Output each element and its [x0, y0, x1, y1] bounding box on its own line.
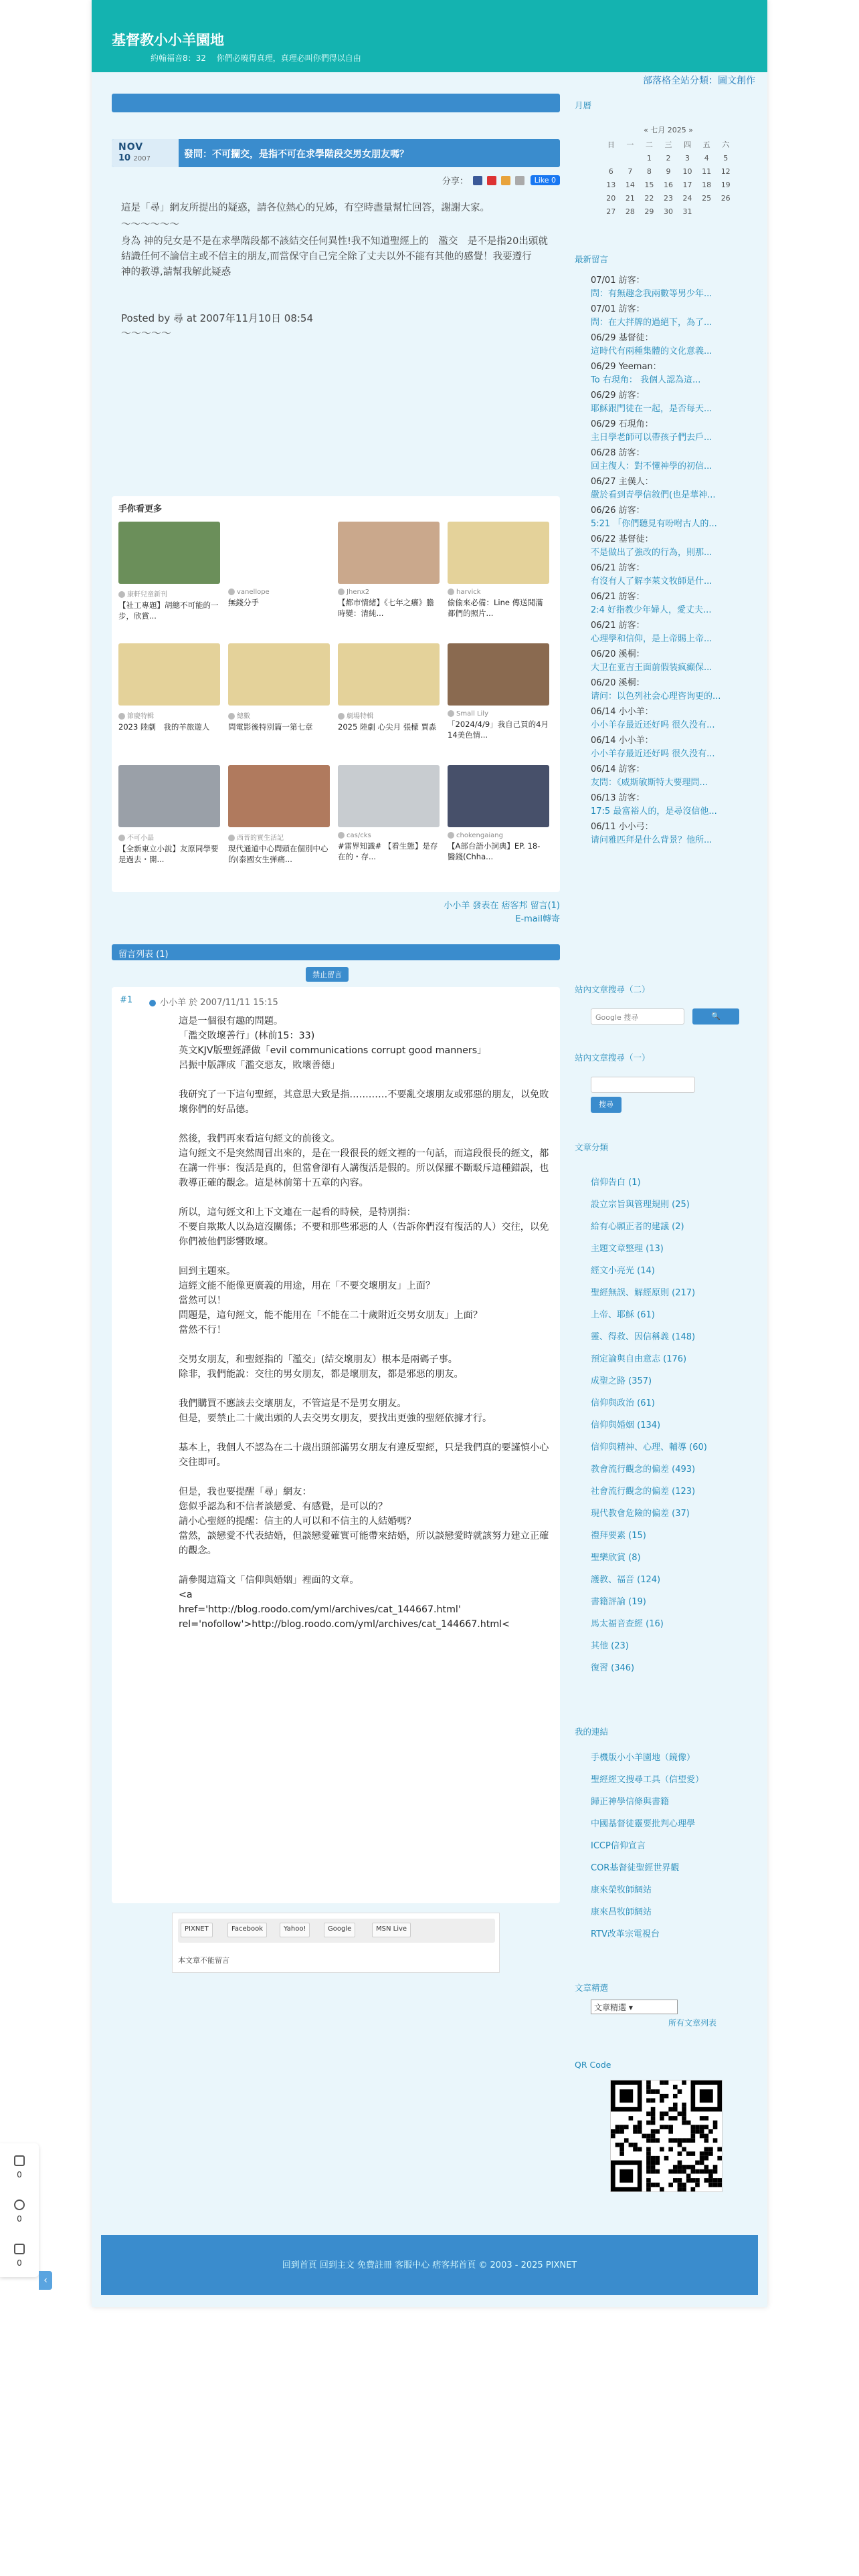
recent-comments-title: 最新留言 — [575, 254, 609, 264]
links-list — [591, 1747, 758, 1945]
card-thumbnail[interactable] — [118, 643, 220, 706]
search1-title: 站內文章搜尋（一） — [575, 1053, 650, 1063]
calendar-day[interactable]: 12 — [721, 167, 731, 176]
share-label: 分享： — [442, 177, 468, 187]
category-item[interactable]: 信仰與婚姻 (134) — [591, 1420, 661, 1430]
avatar-icon — [338, 832, 345, 839]
comment-snippet-link[interactable]: 请问：以色列社会心理咨询更的... — [591, 691, 721, 702]
comment-body: 這是一個很有趣的問題。 「濫交敗壞善行」(林前15：33) 英文KJV版聖經譯做「evil communications corrupt good manners」 呂振中版譯成「濫交惡友，敗壞善德」 我研究了一下這句聖經，其意思大致是指…………不要亂交壞朋友或邪惡的朋友，以免敗壞你們的好品德。 然後，我們再來看這句經文的前後文。 這句經文不是突然間冒出來的，是在一段很長的經文裡的一句話，而這段很長的經文，都在講一件事：復活是真的，但當會卻有人講復活是假的。所以保羅不斷駁斥這種錯誤，也教導正確的觀念。這是林前第十五章的內容。 所以，這句經文和上下文連在一起看的時候，是特別指： 不要自欺欺人以為這沒關係；不要和那些邪惡的人（告訴你們沒有復活的人）交往，以免你們被他們影響敗壞。 回到主題來。 這經文能不能像更廣義的用途，用在「不要交壞朋友」上面？ 當然可以！ 問題是，這句經文，能不能用在「不能在二十歲附近交男女朋友」上面？ 當然不行！ 交男女朋友，和聖經指的「濫交」(結交壞朋友）根本是兩碼子事。 除非，我們能說：交往的男女朋友，都是壞朋友，都是邪惡的朋友。 我們購買不應該去交壞朋友，不管這是不是男女朋友。 但是，要禁止二十歲出頭的人去交男女朋友，要找出更強的聖經依據才行。 基本上，我個人不認為在二十歲出頭部滿男女朋友有違反聖經，只是我們真的要謹慎小心交往即可。 但是，我也要提醒「尋」網友： 您似乎認為和不信者談戀愛、有感覺，是可以的？ 請小心聖經的提醒：信主的人可以和不信主的人結婚嗎？ 當然，談戀愛不代表結婚，但談戀愛確實可能帶來結婚，所以談戀愛時就該努力建立正確的觀念。 請參閱這篇文「信仰與婚姻」裡面的文章。 <a href='http://blog.roodo.com/yml/archives/cat_144667.html' rel='nofollow'>http://blog.roodo.com/yml/archives/cat_144667.html< — [179, 1016, 549, 1630]
weekday-label: 二 — [645, 140, 653, 149]
tilde-line: ～～～～～ — [121, 327, 172, 339]
google-search-button[interactable]: 🔍 — [692, 1008, 739, 1025]
calendar-day[interactable]: 30 — [663, 207, 673, 216]
comment-author: 06/29 Yeeman： — [591, 362, 662, 372]
recommend-card[interactable] — [338, 522, 440, 634]
comment-snippet-link[interactable]: 5:21 「你們聽見有吩咐古人的... — [591, 519, 717, 529]
bookmark-yahoo[interactable]: Yahoo! — [280, 1923, 310, 1937]
comment-snippet-link[interactable]: 問：有無趣念我兩數等男少年... — [591, 289, 712, 299]
card-title[interactable]: 偷偷來必備：Line 傳送聞滿都們的照片... — [448, 598, 543, 618]
post-meta — [444, 899, 560, 926]
google-search-input[interactable]: Google 搜尋 — [591, 1008, 684, 1025]
page-wrapper — [92, 0, 767, 2307]
calendar-day[interactable]: 19 — [721, 180, 731, 189]
category-item[interactable]: 給有心願正者的建議 (2) — [591, 1222, 684, 1232]
card-title[interactable]: 無錢分手 — [228, 598, 259, 607]
recent-comments-list — [591, 274, 758, 849]
calendar-day[interactable]: 22 — [644, 193, 654, 203]
no-comment-note: 本文章不能留言 — [178, 1956, 229, 1965]
recommend-title: 手你看更多 — [118, 504, 163, 514]
calendar-day[interactable]: 3 — [685, 153, 690, 163]
comment-snippet-link[interactable]: 2:4 好指教少年婦人，愛丈夫... — [591, 605, 712, 615]
links-title: 我的連結 — [575, 1727, 609, 1737]
bookmark-icon[interactable] — [14, 2155, 25, 2166]
card-thumbnail[interactable] — [448, 765, 549, 827]
avatar-icon — [118, 835, 125, 841]
collapse-toggle-icon[interactable]: ‹ — [39, 2271, 52, 2290]
comment-author: 06/27 主僕人： — [591, 477, 654, 487]
card-title[interactable]: 2023 陸劇 我的羊旅遊人 — [118, 722, 210, 732]
card-source: 節慶特輯 — [118, 710, 220, 720]
avatar-icon — [338, 713, 345, 720]
posted-by: Posted by 尋 at 2007年11月10日 08:54 — [121, 312, 314, 324]
calendar-day[interactable]: 11 — [702, 167, 712, 176]
card-source: 總數 — [228, 710, 330, 720]
card-title[interactable]: 2025 陸劇 心尖月 張檬 賈淼 — [338, 722, 437, 732]
calendar-day[interactable]: 13 — [606, 180, 616, 189]
comment-author: 06/20 溪桐： — [591, 649, 645, 659]
calendar-day[interactable]: 2 — [666, 153, 671, 163]
recommend-card[interactable] — [118, 765, 220, 877]
category-item[interactable]: 經文小亮光 (14) — [591, 1266, 655, 1276]
comment-author: 06/14 訪客： — [591, 764, 645, 774]
bookmark-msn[interactable]: MSN Live — [372, 1923, 411, 1937]
calendar-day[interactable] — [621, 151, 640, 165]
comment-snippet-link[interactable]: 小小羊存最近还好吗 很久没有... — [591, 720, 715, 730]
comments-header — [112, 944, 560, 960]
card-thumbnail[interactable] — [338, 643, 440, 706]
calendar-day[interactable]: 25 — [702, 193, 712, 203]
calendar — [601, 124, 735, 218]
calendar-day[interactable]: 16 — [663, 180, 673, 189]
comment-snippet-link[interactable]: 不是做出了強改的行為，則那... — [591, 548, 712, 558]
top-bar — [112, 94, 560, 112]
card-source: cas/cks — [338, 832, 440, 839]
comment-author: 06/14 小小羊： — [591, 736, 654, 746]
comment-author: 07/01 訪客： — [591, 304, 645, 314]
category-item[interactable]: 主題文章整理 (13) — [591, 1244, 664, 1254]
link-item[interactable]: 康來昌牧師網站 — [591, 1907, 652, 1917]
comment-author: 06/29 基督徒： — [591, 333, 654, 343]
post-day: 10 — [118, 153, 131, 163]
category-item[interactable]: 聖樂欣賞 (8) — [591, 1553, 641, 1563]
link-item[interactable]: 手機版小小羊園地（鏡像） — [591, 1753, 696, 1763]
card-source: harvick — [448, 588, 549, 596]
recommend-card[interactable] — [118, 643, 220, 756]
fb-like-button[interactable]: Like 0 — [531, 175, 560, 185]
reaction-icon[interactable] — [14, 2199, 25, 2210]
main-column — [112, 94, 560, 1965]
comment-author: 06/21 訪客： — [591, 592, 645, 602]
weekday-label: 日 — [607, 140, 615, 149]
comment-item — [112, 987, 560, 1903]
weekday-label: 四 — [684, 140, 692, 149]
calendar-day[interactable]: 4 — [704, 153, 709, 163]
site-title[interactable]: 基督教小小羊園地 — [112, 32, 224, 48]
calendar-day[interactable]: 1 — [646, 153, 652, 163]
post-footer — [112, 311, 560, 340]
comment-snippet-link[interactable]: 嚴於看到青學信敘們(也是華神... — [591, 490, 716, 500]
avatar-icon — [118, 713, 125, 720]
category-item[interactable]: 設立宗旨與管理規則 (25) — [591, 1200, 690, 1210]
avatar-icon — [448, 710, 454, 717]
recommend-card[interactable] — [228, 643, 330, 756]
card-thumbnail[interactable] — [338, 522, 440, 584]
card-title[interactable]: #雷界知識# 【看生態】是存在的・存... — [338, 841, 438, 861]
comment-snippet-link[interactable]: 主日學老師可以帶孩子們去戶... — [591, 433, 712, 443]
calendar-day[interactable]: 24 — [682, 193, 692, 203]
category-item[interactable]: 書籍評論 (19) — [591, 1597, 646, 1607]
avatar-icon — [228, 713, 235, 720]
bookmark-google[interactable]: Google — [324, 1923, 355, 1937]
calendar-day[interactable]: 21 — [625, 193, 635, 203]
bookmark-box — [172, 1913, 500, 1973]
calendar-day[interactable]: 9 — [666, 167, 671, 176]
weekday-label: 六 — [722, 140, 730, 149]
calendar-day[interactable]: 6 — [608, 167, 613, 176]
ban-comment-button[interactable]: 禁止留言 — [306, 967, 349, 982]
card-title[interactable]: 現代通道中心問頭在個別中心的(泰國女生弹痛... — [228, 844, 328, 864]
card-thumbnail[interactable] — [118, 522, 220, 584]
weekday-label: 三 — [664, 140, 672, 149]
comment-author: 06/29 訪客： — [591, 391, 645, 401]
comment-number[interactable]: #1 — [120, 995, 133, 1005]
calendar-day[interactable]: 5 — [723, 153, 729, 163]
card-source: 劇場特輯 — [338, 710, 440, 720]
share-count: 0 — [17, 2258, 22, 2268]
comment-snippet-link[interactable]: 大卫在亚吉王面前假装疯癫保... — [591, 663, 712, 673]
link-item[interactable]: 歸正神學信條與書籍 — [591, 1797, 670, 1807]
post-month: NOV — [118, 142, 144, 152]
comment-author: 07/01 訪客： — [591, 276, 645, 286]
site-subtitle: 約翰福音8：32 你們必曉得真理，真理必叫你們得以自由 — [151, 53, 361, 63]
comment-author: 06/26 訪客： — [591, 506, 645, 516]
all-posts-link[interactable]: 所有文章列表 — [668, 2018, 717, 2028]
recommend-card[interactable] — [228, 522, 330, 634]
calendar-day[interactable]: 31 — [682, 207, 692, 216]
comment-author: 06/29 石現角： — [591, 419, 654, 429]
avatar-icon — [338, 588, 345, 595]
author-line[interactable]: 小小羊 發表在 痞客邦 留言(1) — [444, 901, 560, 911]
category-title: 文章分類 — [575, 1142, 609, 1152]
comment-author: 06/21 訪客： — [591, 563, 645, 573]
recommend-panel — [112, 496, 560, 892]
qr-title: QR Code — [575, 2060, 611, 2070]
calendar-day[interactable] — [716, 205, 735, 218]
card-source: Jhenx2 — [338, 588, 440, 596]
avatar-icon — [228, 835, 235, 841]
comment-author: 06/13 訪客： — [591, 793, 645, 803]
calendar-day[interactable]: 26 — [721, 193, 731, 203]
calendar-day[interactable]: 17 — [682, 180, 692, 189]
calendar-day[interactable]: 18 — [702, 180, 712, 189]
card-thumbnail[interactable] — [118, 765, 220, 827]
comment-snippet-link[interactable]: 這時代有兩種集體的文化意義... — [591, 346, 712, 356]
card-title[interactable]: 【全新東立小說】友原同學要是過去・開... — [118, 844, 219, 864]
more-icon[interactable] — [515, 176, 524, 185]
calendar-day[interactable]: 20 — [606, 193, 616, 203]
qr-code-image — [610, 2080, 723, 2192]
category-item[interactable]: 信仰告白 (1) — [591, 1178, 641, 1188]
card-source: 西晉的實生活記 — [228, 832, 330, 842]
calendar-day[interactable]: 27 — [606, 207, 616, 216]
category-item[interactable]: 復習 (346) — [591, 1663, 635, 1673]
post-title[interactable]: 發問：不可攔交，是指不可在求學階段交男女朋友嗎？ — [184, 149, 409, 160]
site-search-input[interactable] — [591, 1077, 695, 1093]
recommend-card[interactable] — [448, 765, 549, 877]
calendar-day[interactable] — [601, 151, 621, 165]
qr-code-svg — [611, 2080, 722, 2191]
card-title[interactable]: 【A部台語小詞典】EP. 18- 醫錢(Chha... — [448, 841, 541, 861]
category-item[interactable]: 社會流行觀念的偏差 (123) — [591, 1487, 696, 1497]
card-title[interactable]: 問電影後特別篇一第七章 — [228, 722, 313, 732]
link-item[interactable]: 中國基督徒靈要批判心理學 — [591, 1819, 696, 1829]
category-item[interactable]: 現代教會危險的偏差 (37) — [591, 1509, 690, 1519]
share-icon[interactable] — [501, 176, 510, 185]
link-item[interactable]: RTV改革宗電視台 — [591, 1929, 660, 1939]
category-item[interactable]: 禮拜要素 (15) — [591, 1531, 646, 1541]
card-thumbnail[interactable] — [338, 765, 440, 827]
user-icon — [149, 1000, 156, 1006]
share-bar — [112, 174, 560, 189]
card-title[interactable]: 【社工專題】胡總不可能的一步，欣賞... — [118, 601, 219, 621]
category-item[interactable]: 馬太福音查經 (16) — [591, 1619, 664, 1629]
post-header — [112, 139, 560, 167]
avatar-icon — [448, 832, 454, 839]
recommend-card[interactable] — [338, 643, 440, 756]
category-item[interactable]: 其他 (23) — [591, 1641, 629, 1651]
plurk-icon[interactable] — [487, 176, 496, 185]
post-paragraph: ～～～～～～ — [121, 219, 179, 230]
card-thumbnail[interactable] — [228, 643, 330, 706]
comment-author: 06/20 溪桐： — [591, 678, 645, 688]
comment-author: 小小羊 於 2007/11/11 15:15 — [160, 998, 278, 1008]
floating-action-bar — [0, 2143, 39, 2277]
avatar-icon — [118, 591, 125, 598]
category-item[interactable]: 預定論與自由意志 (176) — [591, 1354, 687, 1364]
card-title[interactable]: 「2024/4/9」我自己買的4月14美色情... — [448, 720, 549, 740]
card-source: 不可小晶 — [118, 832, 220, 842]
calendar-day[interactable]: 10 — [682, 167, 692, 176]
category-item[interactable]: 成聖之路 (357) — [591, 1376, 652, 1386]
comment-snippet-link[interactable]: 友問：《威斯敏斯特大要理問... — [591, 778, 708, 788]
card-source: vanellope — [228, 588, 330, 596]
email-forward-link[interactable]: E-mail轉寄 — [515, 914, 560, 924]
post-body — [112, 201, 560, 280]
site-header — [92, 0, 767, 72]
category-item[interactable]: 上帝、耶穌 (61) — [591, 1310, 655, 1320]
comment-snippet-link[interactable]: 有沒有人了解李萊文牧師是什... — [591, 576, 712, 586]
link-item[interactable]: COR基督徒聖經世界觀 — [591, 1863, 680, 1873]
facebook-icon[interactable] — [473, 176, 482, 185]
calendar-month: « 七月 2025 » — [644, 126, 693, 134]
comment-snippet-link[interactable]: 小小羊存最近还好吗 很久没有... — [591, 749, 715, 759]
card-source: Small Lily — [448, 710, 549, 718]
bookmark-facebook[interactable]: Facebook — [227, 1923, 267, 1937]
category-item[interactable]: 靈、得救、因信稱義 (148) — [591, 1332, 696, 1342]
comment-snippet-link[interactable]: 問：在大拌牌的過絕下，為了... — [591, 318, 712, 328]
card-title[interactable]: 【都市情緒】《七年之癢》膽時變：清純... — [338, 598, 434, 618]
comment-author: 06/11 小小弓： — [591, 822, 654, 832]
recommend-card[interactable] — [448, 522, 549, 634]
weekday-label: 五 — [702, 140, 710, 149]
calendar-day[interactable]: 15 — [644, 180, 654, 189]
site-category-link[interactable]: 部落格全站分類：圖文創作 — [643, 76, 755, 86]
recommend-card[interactable] — [448, 643, 549, 756]
card-thumbnail[interactable] — [228, 765, 330, 827]
card-thumbnail[interactable] — [448, 643, 549, 706]
category-list — [591, 1172, 758, 1679]
recommend-card[interactable] — [228, 765, 330, 877]
link-item[interactable]: 聖經經文搜尋工具（信望愛） — [591, 1775, 704, 1785]
calendar-day[interactable]: 23 — [663, 193, 673, 203]
avatar-icon — [448, 588, 454, 595]
category-item[interactable]: 信仰與精神、心理、輔導 (60) — [591, 1442, 707, 1453]
featured-select[interactable]: 文章精選 ▾ — [591, 2000, 678, 2014]
post-paragraph: 身為 神的兒女是不是在求學階段都不該結交任何異性!我不知道聖經上的 濫交 是不是指20出頭就結識任何不論信主或不信主的朋友,而當保守自己完全除了丈夫以外不能有其他的感覺！我要遵行 神的教導,請幫我解此疑惑 — [121, 236, 548, 278]
post-date — [112, 139, 179, 167]
reaction-count: 0 — [17, 2214, 22, 2224]
avatar-icon — [228, 588, 235, 595]
link-item[interactable]: 康來榮牧師網站 — [591, 1885, 652, 1895]
calendar-day[interactable]: 29 — [644, 207, 654, 216]
site-footer: 回到首頁 回到主文 免費註冊 客服中心 痞客邦首頁 © 2003 - 2025 PIXNET — [101, 2235, 758, 2295]
comment-snippet-link[interactable]: 17:5 最富裕人的，是尋沒信他... — [591, 807, 717, 817]
site-search-button[interactable]: 搜尋 — [591, 1097, 622, 1113]
comment-author: 06/21 訪客： — [591, 621, 645, 631]
category-item[interactable]: 信仰與政治 (61) — [591, 1398, 655, 1408]
post-year: 2007 — [133, 155, 151, 163]
post-paragraph: 這是「尋」網友所提出的疑惑，請各位熱心的兄姊，有空時盡量幫忙回答，謝謝大家。 — [121, 203, 490, 213]
comment-author: 06/22 基督徒： — [591, 534, 654, 544]
comments-title: 留言列表 (1) — [118, 950, 169, 960]
card-source: chokengaiang — [448, 832, 549, 839]
calendar-day[interactable] — [697, 205, 717, 218]
comment-snippet-link[interactable]: 请问雅匹拜是什么背景？他所... — [591, 835, 712, 845]
card-thumbnail[interactable] — [448, 522, 549, 584]
weekday-label: 一 — [626, 140, 634, 149]
comment-author: 06/28 訪客： — [591, 448, 645, 458]
recommend-card[interactable] — [338, 765, 440, 877]
comment-snippet-link[interactable]: 回主復人：對不懂神學的初信... — [591, 461, 712, 471]
featured-title: 文章精選 — [575, 1983, 609, 1993]
category-item[interactable]: 教會流行觀念的偏差 (493) — [591, 1465, 696, 1475]
calendar-day[interactable]: 7 — [628, 167, 633, 176]
category-item[interactable]: 護教、福音 (124) — [591, 1575, 661, 1585]
comment-snippet-link[interactable]: 心理學和信仰，是上帝賜上帝... — [591, 634, 712, 644]
search2-title: 站內文章搜尋（二） — [575, 984, 650, 994]
comment-author: 06/14 小小羊： — [591, 707, 654, 717]
calendar-day[interactable]: 14 — [625, 180, 635, 189]
recommend-card[interactable] — [118, 522, 220, 634]
bookmark-count: 0 — [17, 2170, 22, 2179]
bookmark-row — [178, 1919, 495, 1943]
calendar-day[interactable]: 8 — [646, 167, 652, 176]
comment-snippet-link[interactable]: To 右現角： 我個人認為這... — [591, 375, 701, 385]
card-thumbnail[interactable] — [228, 522, 330, 584]
share-icon[interactable] — [14, 2244, 25, 2254]
link-item[interactable]: ICCP信仰宣言 — [591, 1841, 646, 1851]
category-item[interactable]: 聖經無誤、解經原則 (217) — [591, 1288, 696, 1298]
calendar-title: 月曆 — [575, 100, 592, 110]
card-source: 康軒兒童新刊 — [118, 588, 220, 599]
calendar-day[interactable]: 28 — [625, 207, 635, 216]
bookmark-pixnet[interactable]: PIXNET — [181, 1923, 213, 1937]
comment-meta — [149, 995, 278, 1008]
comment-snippet-link[interactable]: 耶穌跟門徒在一起，是否每天... — [591, 404, 712, 414]
